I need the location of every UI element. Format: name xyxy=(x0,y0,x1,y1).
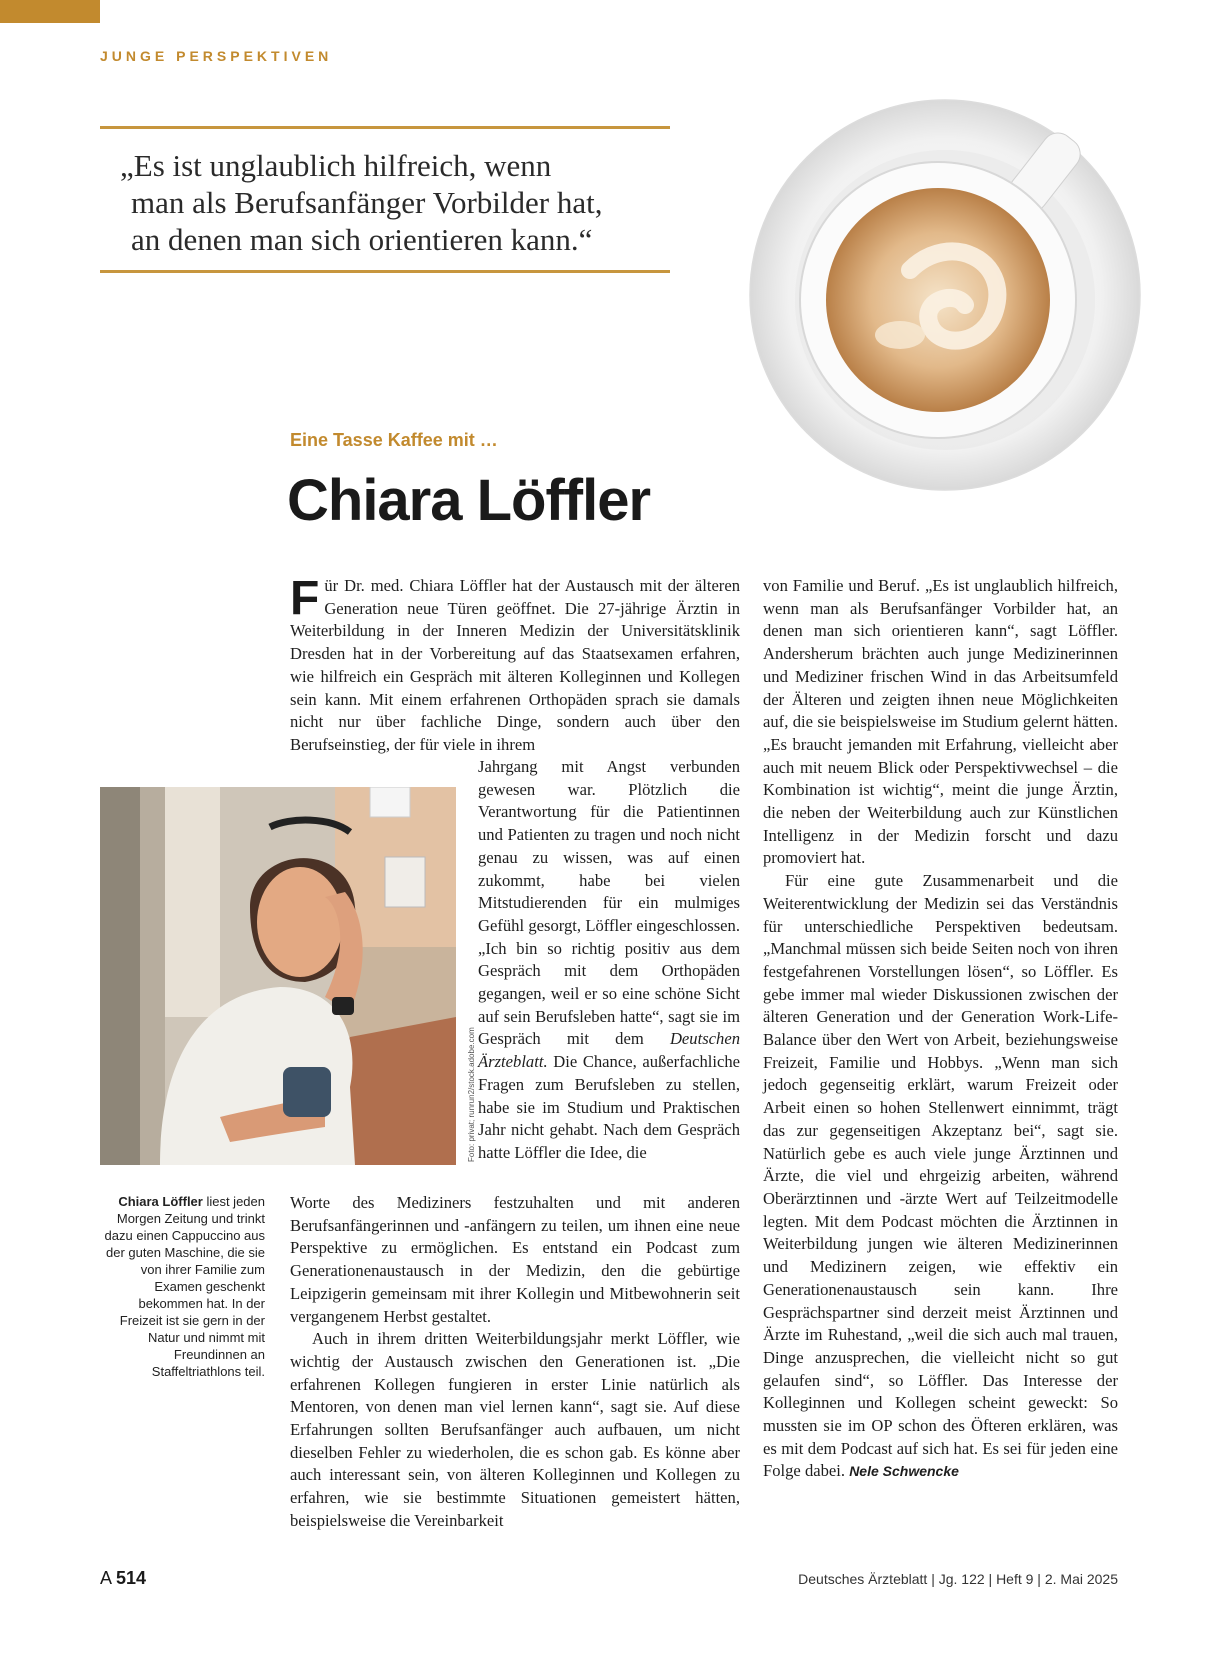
article-column-1-wrap xyxy=(478,756,740,1165)
article-paragraph: Auch in ihrem dritten Weiterbildungsjahr merkt Löffler, wie wichtig der Austausch zwischen den Generationen ist. „Die erfahrenen Kollegen fungieren in erster Linie natürlich als Mentoren, von denen man viel lernen kann“, sagt sie. Auf diese Erfahrungen sollten Berufsanfänger auch aufbauen, um nicht dieselben Fehler zu wiederholen, die es schon gab. Es könne aber auch interessant sein, von älteren Kolleginnen und Kollegen zu erfahren, wie sie bestimmte Situationen gemeistert hätten, beispielsweise die Vereinbarkeit xyxy=(290,1329,740,1530)
article-column-2 xyxy=(763,575,1118,1483)
article-column-1-top xyxy=(290,572,740,757)
photo-credit xyxy=(459,1020,476,1165)
section-color-bar xyxy=(0,0,100,23)
article-paragraph: Die Chance, außerfachliche Fragen zum Berufsleben zu stellen, habe sie im Studium und Praktischen Jahr nicht gehabt. Nach dem Gespräch hatte Löffler die Idee, die xyxy=(478,1052,740,1162)
article-paragraph: von Familie und Beruf. „Es ist unglaublich hilfreich, wenn man als Berufsanfänger Vorbilder hat, an denen man sich orientieren kann“, sagt Löffler. Andersherum brächten auch junge Medizinerinnen und Mediziner frischen Wind in das Arbeitsumfeld der Älteren und zeigten ihnen neue Möglichkeiten auf, die sie beispielsweise im Studium gelernt hätten. „Es braucht jemanden mit Erfahrung, vielleicht aber auch mit neuem Blick oder Perspektivwechsel – die Kombination ist wichtig“, meint die junge Ärztin, die neben der Weiterbildung auch zur Künstlichen Intelligenz in der Medizin forscht und dazu promoviert hat. xyxy=(763,576,1118,868)
pull-quote xyxy=(100,126,670,273)
article-paragraph: Für eine gute Zusammenarbeit und die Weiterentwicklung der Medizin sei das Verständnis für unterschiedliche Perspektiven bedeutsam. „Manchmal müssen sich beide Seiten noch von ihren festgefahrenen Vorstellungen lösen“, so Löffler. Es gebe immer mal wieder Diskussionen zwischen der älteren Generation und der Generation Work-Life-Balance über den Wert von Arbeit, beziehungsweise Freizeit, Familie und Hobbys. „Wenn man sich jedoch gegenseitig erklärt, warum Freizeit oder Arbeit einen so hohen Stellenwert einnimmt, trägt das zur gegenseitigen Akzeptanz bei“, sagt sie. Natürlich gebe es auch viele junge Ärztinnen und Ärzte, die viel und ehrgeizig arbeiten, während Oberärztinnen und -ärzte Wert auf Teilzeitmodelle legten. Mit dem Podcast möchten die Ärztinnen in Weiterbildung jungen wie älteren Medizinerinnen und Medizinern zeigen, wie effektiv ein Generationenaustausch sein kann. Ihre Gesprächspartner sind derzeit meist Ärztinnen und Ärzte im Ruhestand, „weil die sich auch mal trauen, Dinge anzusprechen, die vielleicht nicht so gut gelaufen sind“, so Löffler. Das Interesse der Kolleginnen und Kollegen scheint geweckt: So mussten sie im OP schon des Öfteren erklären, was es mit dem Podcast auf sich hat. Es sei für jeden eine Folge dabei. xyxy=(763,871,1118,1481)
article-paragraph: ür Dr. med. Chiara Löffler hat der Austausch mit der älteren Generation neue Türen geöffnet. Die 27-jährige Ärztin in Weiterbildung in der Inneren Medizin der Universitätsklinik Dresden hat in der Vorbereitung auf das Staatsexamen erfahren, wie hilfreich ein Gespräch mit älteren Kolleginnen und Kollegen sein kann. Mit einem erfahrenen Orthopäden sprach sie damals nicht nur über fachliche Dinge, sondern auch über den Berufseinstieg, der für viele in ihrem xyxy=(290,576,740,754)
article-paragraph: Worte des Mediziners festzuhalten und mit anderen Berufsanfängerinnen und -anfängern zu teilen, um ihnen eine neue Perspektive zu ermöglichen. Es entstand ein Podcast zum Generationenaustausch in der Medizin, den die gebürtige Leipzigerin gemeinsam mit ihrer Kollegin und Mitbewohnerin seit vergangenem Herbst gestaltet. xyxy=(290,1193,740,1326)
photo-caption xyxy=(100,1193,265,1380)
article-paragraph: Jahrgang mit Angst verbunden gewesen war. Plötzlich die Verantwortung für die Patientinnen und Patienten zu tragen und noch nicht genau zu wissen, was auf einen zukommt, habe bei vielen Mitstudierenden für ein mulmiges Gefühl gesorgt, Löffler eingeschlossen. „Ich bin so richtig positiv aus dem Gespräch mit dem Orthopäden gegangen, weil er so eine schöne Sicht auf sein Berufsleben hatte“, sagt sie im Gespräch mit dem xyxy=(478,757,740,1049)
caption-text: liest jeden Morgen Zeitung und trinkt dazu einen Cappuccino aus der guten Maschine, die sie von ihrer Familie zum Examen geschenkt bekommen hat. In der Freizeit ist sie gern in der Natur und nimmt mit Freundinnen an Staffeltriathlons teil. xyxy=(104,1194,265,1379)
pull-quote-line: an denen man sich orientieren kann.“ xyxy=(131,222,593,257)
author-name: Nele Schwencke xyxy=(849,1463,959,1480)
article-kicker: Eine Tasse Kaffee mit … xyxy=(290,430,498,450)
journal-info: Deutsches Ärzteblatt | Jg. 122 | Heft 9 | 2. Mai 2025 xyxy=(798,1571,1118,1587)
coffee-cup-image xyxy=(740,90,1160,510)
pull-quote-line: man als Berufsanfänger Vorbilder hat, xyxy=(131,185,603,220)
section-label: JUNGE PERSPEKTIVEN xyxy=(100,48,333,64)
pull-quote-line: „Es ist unglaublich hilfreich, wenn xyxy=(120,148,552,183)
page-prefix: A xyxy=(100,1568,117,1588)
article-column-1-bottom xyxy=(290,1192,740,1533)
caption-name: Chiara Löffler xyxy=(118,1194,203,1209)
page-number xyxy=(100,1568,146,1589)
page-number-value: 514 xyxy=(116,1568,147,1588)
portrait-photo xyxy=(100,787,456,1165)
article-headline: Chiara Löffler xyxy=(287,468,651,533)
publication-name: Deutschen Ärzteblatt. xyxy=(478,1029,740,1072)
photo-credit-text: Foto: privat; runrun2/stock.adobe.com xyxy=(467,1027,476,1162)
drop-cap: F xyxy=(290,572,320,625)
